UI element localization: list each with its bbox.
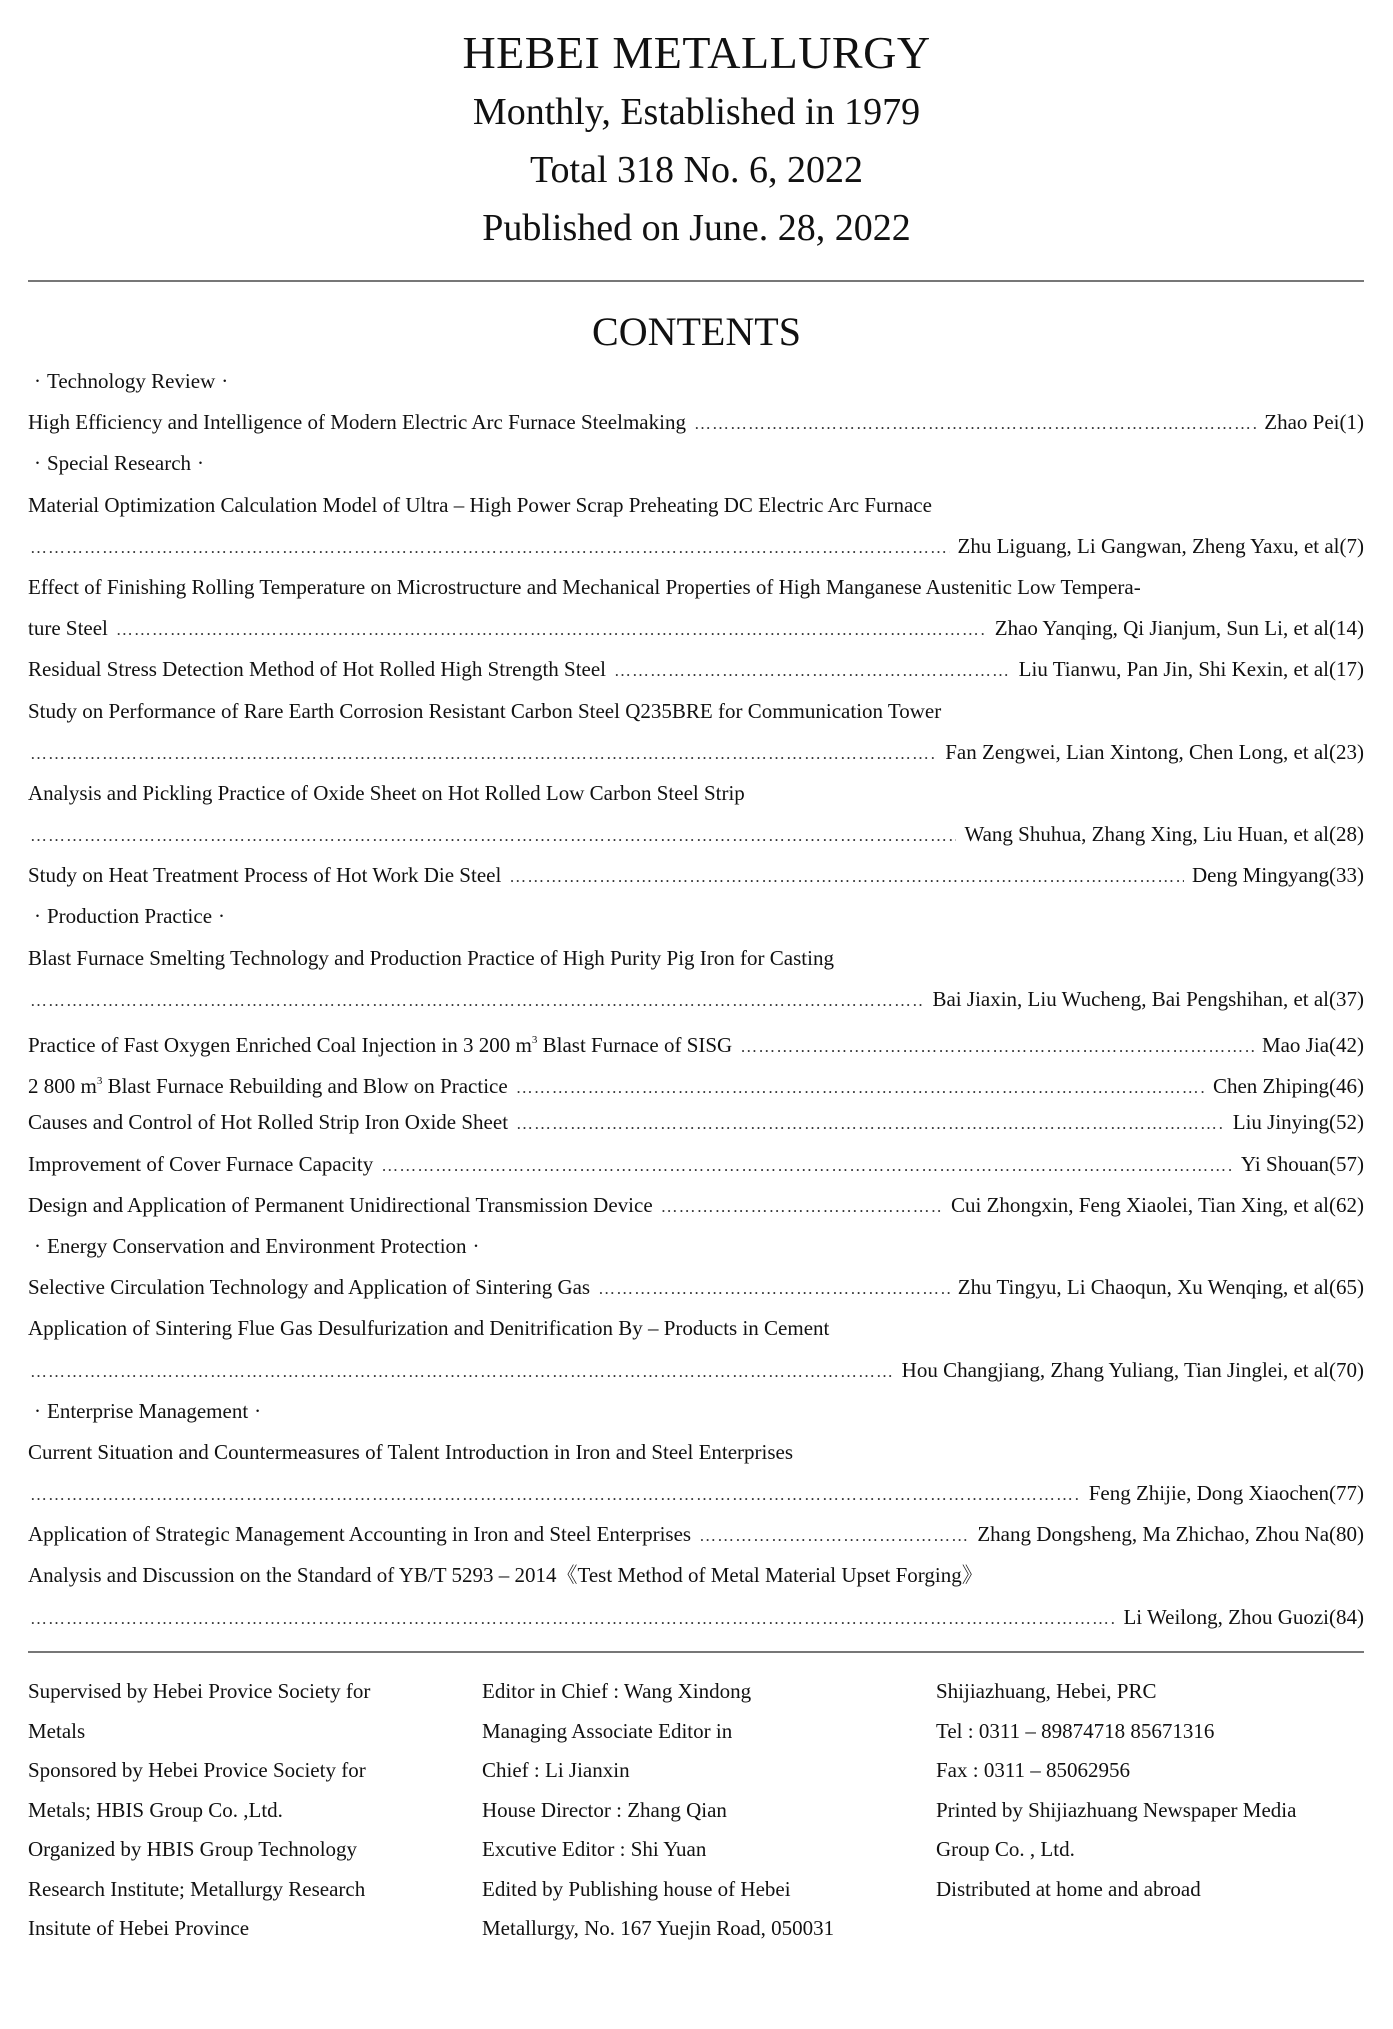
journal-title: HEBEI METALLURGY — [462, 27, 931, 78]
article-title[interactable]: Study on Heat Treatment Process of Hot Work Die Steel — [28, 863, 502, 888]
dot-leader — [30, 1351, 894, 1392]
bottom-divider — [28, 1651, 1364, 1653]
article-authors-page: Zhang Dongsheng, Ma Zhichao, Zhou Na(80) — [977, 1522, 1364, 1547]
journal-issue: Total 318 No. 6, 2022 — [530, 149, 863, 191]
footer-line: Edited by Publishing house of Hebei — [482, 1876, 791, 1901]
top-divider — [28, 280, 1364, 282]
footer-line: Insitute of Hebei Province — [28, 1916, 250, 1940]
article-authors-page: Zhao Pei(1) — [1264, 410, 1364, 435]
footer-line: Sponsored by Hebei Provice Society for — [28, 1758, 366, 1782]
footer-line: Excutive Editor : Shi Yuan — [482, 1837, 707, 1861]
dot-leader — [30, 815, 956, 856]
article-title[interactable]: Study on Performance of Rare Earth Corrosion Resistant Carbon Steel Q235BRE for Communication Tower — [28, 698, 942, 723]
article-title[interactable]: Material Optimization Calculation Model of Ultra – High Power Scrap Preheating DC Electric Arc Furnace — [28, 492, 932, 517]
article-authors-page: Zhu Liguang, Li Gangwan, Zheng Yaxu, et al(7) — [957, 533, 1364, 558]
dot-leader — [30, 980, 924, 1021]
section-label: Energy Conservation and Environment Protection — [47, 1233, 467, 1258]
publication-date: Published on June. 28, 2022 — [482, 207, 911, 249]
article-title[interactable]: Current Situation and Countermeasures of Talent Introduction in Iron and Steel Enterprises — [28, 1439, 794, 1464]
bullet-dot-icon: · — [218, 904, 226, 929]
dot-leader — [30, 733, 937, 774]
dot-leader — [661, 1186, 943, 1227]
article-authors-page: Zhao Yanqing, Qi Jianjum, Sun Li, et al(14) — [994, 616, 1364, 641]
dot-leader — [30, 527, 950, 568]
journal-frequency: Monthly, Established in 1979 — [472, 91, 921, 133]
toc-entry[interactable] — [28, 649, 1364, 690]
masthead-footer — [28, 1672, 1364, 1949]
bullet-dot-icon: · — [197, 451, 205, 476]
superscript: 3 — [96, 1075, 103, 1088]
article-title[interactable]: Improvement of Cover Furnace Capacity — [28, 1151, 374, 1176]
section-heading — [28, 443, 1364, 484]
article-authors-page: Hou Changjiang, Zhang Yuliang, Tian Jinglei, et al(70) — [901, 1357, 1364, 1382]
footer-line: Printed by Shijiazhuang Newspaper Media — [936, 1797, 1297, 1822]
article-title[interactable]: Application of Strategic Management Accounting in Iron and Steel Enterprises — [28, 1522, 692, 1547]
footer-line: Editor in Chief : Wang Xindong — [482, 1679, 752, 1703]
article-authors-page: Zhu Tingyu, Li Chaoqun, Xu Wenqing, et al(65) — [957, 1275, 1364, 1300]
toc-entry[interactable] — [28, 1185, 1364, 1226]
toc-entry-title-line[interactable] — [28, 773, 1364, 814]
toc-entry-leader-line — [28, 1473, 1364, 1514]
toc-entry[interactable] — [28, 402, 1364, 443]
toc-entry-leader-line — [28, 814, 1364, 855]
bullet-dot-icon: · — [34, 1233, 41, 1258]
toc-entry-title-line[interactable] — [28, 1555, 1364, 1596]
contents-heading: CONTENTS — [592, 309, 801, 354]
toc-entry-leader-line — [28, 1597, 1364, 1638]
toc-entry-leader-line — [28, 732, 1364, 773]
section-label: Special Research — [47, 451, 192, 476]
article-title[interactable]: Selective Circulation Technology and Application of Sintering Gas — [28, 1275, 591, 1300]
dot-leader — [30, 1598, 1115, 1639]
footer-line: Metals — [28, 1718, 86, 1743]
footer-line: House Director : Zhang Qian — [482, 1797, 727, 1822]
article-title[interactable]: Blast Furnace Smelting Technology and Production Practice of High Purity Pig Iron for Casting — [28, 945, 834, 970]
toc-entry[interactable] — [28, 1020, 1364, 1061]
dot-leader — [381, 1145, 1233, 1186]
toc-entry[interactable] — [28, 1514, 1364, 1555]
toc-entry-title-line[interactable] — [28, 1432, 1364, 1473]
section-heading — [28, 1391, 1364, 1432]
article-title[interactable]: Design and Application of Permanent Unidirectional Transmission Device — [28, 1192, 653, 1217]
footer-line: Metals; HBIS Group Co. ,Ltd. — [28, 1797, 283, 1822]
toc-entry[interactable] — [28, 1102, 1364, 1143]
bullet-dot-icon: · — [34, 451, 41, 476]
bullet-dot-icon: · — [34, 904, 41, 929]
bullet-dot-icon: · — [221, 369, 229, 393]
footer-line: Organized by HBIS Group Technology — [28, 1837, 358, 1861]
footer-line: Managing Associate Editor in — [482, 1718, 733, 1743]
toc-entry[interactable] — [28, 1267, 1364, 1308]
dot-leader — [116, 609, 987, 650]
bullet-dot-icon: · — [472, 1233, 480, 1258]
toc-entry[interactable] — [28, 1061, 1364, 1102]
footer-column-contact — [936, 1672, 1364, 1949]
dot-leader — [516, 1103, 1225, 1144]
article-authors-page: Liu Jinying(52) — [1232, 1110, 1364, 1135]
section-heading — [28, 1226, 1364, 1267]
toc-entry[interactable] — [28, 855, 1364, 896]
section-label: Production Practice — [47, 904, 213, 929]
footer-line: Fax : 0311 – 85062956 — [936, 1758, 1131, 1782]
article-title[interactable]: Practice of Fast Oxygen Enriched Coal Injection in 3 200 $m^3$ Blast Furnace of SISG — [28, 1033, 733, 1057]
toc-entry-continuation[interactable] — [28, 608, 1364, 649]
dot-leader — [740, 1026, 1254, 1067]
article-authors-page: Bai Jiaxin, Liu Wucheng, Bai Pengshihan, et al(37) — [932, 986, 1364, 1011]
article-authors-page: Deng Mingyang(33) — [1191, 863, 1364, 888]
toc-entry-leader-line — [28, 526, 1364, 567]
article-authors-page: Feng Zhijie, Dong Xiaochen(77) — [1088, 1481, 1364, 1506]
article-authors-page: Yi Shouan(57) — [1240, 1151, 1364, 1176]
footer-line: Metallurgy, No. 167 Yuejin Road, 050031 — [482, 1916, 835, 1940]
dot-leader — [699, 1515, 969, 1556]
toc-entry-leader-line — [28, 979, 1364, 1020]
article-authors-page: Li Weilong, Zhou Guozi(84) — [1123, 1604, 1364, 1629]
footer-line: Shijiazhuang, Hebei, PRC — [936, 1679, 1157, 1703]
footer-line: Research Institute; Metallurgy Research — [28, 1876, 366, 1901]
dot-leader — [694, 403, 1256, 444]
article-title-continuation[interactable]: ture Steel — [28, 616, 108, 641]
toc-entry-title-line[interactable] — [28, 567, 1364, 608]
article-authors-page: Cui Zhongxin, Feng Xiaolei, Tian Xing, et al(62) — [951, 1192, 1364, 1217]
toc-entry-title-line[interactable] — [28, 691, 1364, 732]
article-title[interactable]: Residual Stress Detection Method of Hot Rolled High Strength Steel — [28, 657, 607, 682]
dot-leader — [614, 650, 1011, 691]
footer-column-organizations — [28, 1672, 482, 1949]
article-authors-page: Wang Shuhua, Zhang Xing, Liu Huan, et al(28) — [964, 822, 1364, 847]
dot-leader — [509, 856, 1184, 897]
article-title[interactable]: High Efficiency and Intelligence of Modern Electric Arc Furnace Steelmaking — [28, 410, 686, 435]
article-title[interactable]: Causes and Control of Hot Rolled Strip Iron Oxide Sheet — [28, 1110, 509, 1135]
section-heading — [28, 361, 1364, 402]
toc-entry-title-line[interactable] — [28, 938, 1364, 979]
article-title[interactable]: 2 800 $m^3$ Blast Furnace Rebuilding and Blow on Practice — [28, 1074, 508, 1099]
dot-leader — [30, 1474, 1081, 1515]
footer-line: Chief : Li Jianxin — [482, 1758, 630, 1782]
article-authors-page: Liu Tianwu, Pan Jin, Shi Kexin, et al(17) — [1018, 657, 1364, 682]
bullet-dot-icon: · — [34, 369, 41, 393]
table-of-contents — [28, 361, 1364, 1638]
footer-line: Group Co. , Ltd. — [936, 1837, 1075, 1861]
section-label: Enterprise Management — [47, 1398, 249, 1423]
toc-entry[interactable] — [28, 1144, 1364, 1185]
footer-line: Supervised by Hebei Provice Society for — [28, 1679, 371, 1703]
toc-entry-leader-line — [28, 1350, 1364, 1391]
superscript: 3 — [531, 1034, 538, 1046]
dot-leader — [598, 1268, 950, 1309]
article-title[interactable]: Effect of Finishing Rolling Temperature on Microstructure and Mechanical Properties of High Manganese Austenitic Low Tempera- — [28, 574, 1141, 599]
article-title[interactable]: Application of Sintering Flue Gas Desulfurization and Denitrification By – Products in Cement — [28, 1316, 830, 1341]
bullet-dot-icon: · — [254, 1398, 262, 1423]
article-authors-page: Fan Zengwei, Lian Xintong, Chen Long, et al(23) — [945, 739, 1364, 764]
article-authors-page: Mao Jia(42) — [1261, 1033, 1364, 1057]
article-title[interactable]: Analysis and Pickling Practice of Oxide Sheet on Hot Rolled Low Carbon Steel Strip — [28, 780, 745, 805]
footer-column-editors — [482, 1672, 936, 1949]
toc-entry-title-line[interactable] — [28, 1308, 1364, 1349]
dot-leader — [516, 1067, 1205, 1108]
article-title[interactable]: Analysis and Discussion on the Standard of YB/T 5293 – 2014《Test Method of Metal Material Upset Forging》 — [28, 1563, 983, 1588]
bullet-dot-icon: · — [34, 1398, 41, 1423]
footer-line: Distributed at home and abroad — [936, 1876, 1201, 1901]
section-label: Technology Review — [47, 369, 216, 393]
toc-entry-title-line[interactable] — [28, 485, 1364, 526]
footer-line: Tel : 0311 – 89874718 85671316 — [936, 1718, 1215, 1743]
section-heading — [28, 896, 1364, 937]
article-authors-page: Chen Zhiping(46) — [1212, 1074, 1364, 1099]
